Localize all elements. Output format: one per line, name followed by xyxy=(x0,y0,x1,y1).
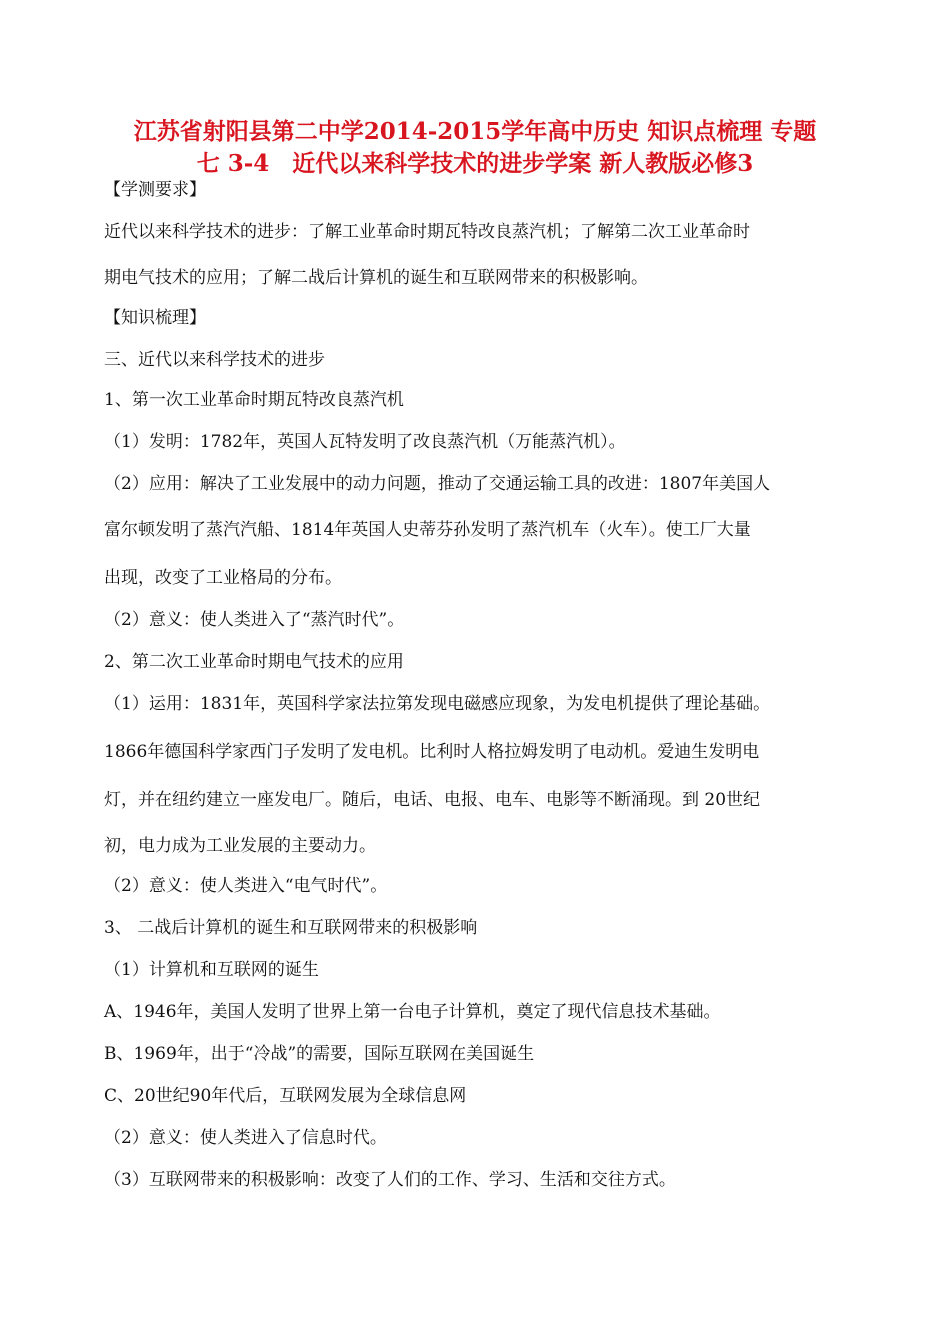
document-title-line-1: 江苏省射阳县第二中学2014-2015学年高中历史 知识点梳理 专题 xyxy=(133,118,817,145)
paragraph-line: 灯，并在纽约建立一座发电厂。随后，电话、电报、电车、电影等不断涌现。到 20世纪 xyxy=(104,790,761,810)
subsection-heading: 1、第一次工业革命时期瓦特改良蒸汽机 xyxy=(104,390,404,410)
paragraph-line: A、1946年，美国人发明了世界上第一台电子计算机，奠定了现代信息技术基础。 xyxy=(104,1002,721,1022)
paragraph-line: （2）意义：使人类进入了“蒸汽时代”。 xyxy=(104,610,405,630)
subsection-heading: 3、 二战后计算机的诞生和互联网带来的积极影响 xyxy=(104,918,478,938)
paragraph-line: （3）互联网带来的积极影响：改变了人们的工作、学习、生活和交往方式。 xyxy=(104,1170,676,1190)
paragraph-line: （2）意义：使人类进入了信息时代。 xyxy=(104,1128,387,1148)
section-heading-knowledge: 【知识梳理】 xyxy=(104,308,206,328)
paragraph-line: 近代以来科学技术的进步：了解工业革命时期瓦特改良蒸汽机；了解第二次工业革命时 xyxy=(104,222,750,242)
paragraph-line: 期电气技术的应用；了解二战后计算机的诞生和互联网带来的积极影响。 xyxy=(104,268,648,288)
paragraph-line: （1）发明：1782年，英国人瓦特发明了改良蒸汽机（万能蒸汽机）。 xyxy=(104,432,626,452)
paragraph-line: （2）意义：使人类进入“电气时代”。 xyxy=(104,876,388,896)
paragraph-line: （2）应用：解决了工业发展中的动力问题，推动了交通运输工具的改进：1807年美国人 xyxy=(104,474,771,494)
paragraph-line: （1）计算机和互联网的诞生 xyxy=(104,960,319,980)
subsection-heading: 2、第二次工业革命时期电气技术的应用 xyxy=(104,652,404,672)
paragraph-line: （1）运用：1831年，英国科学家法拉第发现电磁感应现象，为发电机提供了理论基础。 xyxy=(104,694,771,714)
paragraph-line: 富尔顿发明了蒸汽汽船、1814年英国人史蒂芬孙发明了蒸汽机车（火车）。使工厂大量 xyxy=(104,520,751,540)
paragraph-line: C、20世纪90年代后，互联网发展为全球信息网 xyxy=(104,1086,467,1106)
paragraph-line: 出现，改变了工业格局的分布。 xyxy=(104,568,342,588)
section-heading-requirements: 【学测要求】 xyxy=(104,180,206,200)
paragraph-line: 1866年德国科学家西门子发明了发电机。比利时人格拉姆发明了电动机。爱迪生发明电 xyxy=(104,742,760,762)
paragraph-line: B、1969年，出于“冷战”的需要，国际互联网在美国诞生 xyxy=(104,1044,535,1064)
section-heading: 三、近代以来科学技术的进步 xyxy=(104,350,325,370)
document-title-line-2: 七 3-4 近代以来科学技术的进步学案 新人教版必修3 xyxy=(196,150,754,177)
paragraph-line: 初，电力成为工业发展的主要动力。 xyxy=(104,836,376,856)
